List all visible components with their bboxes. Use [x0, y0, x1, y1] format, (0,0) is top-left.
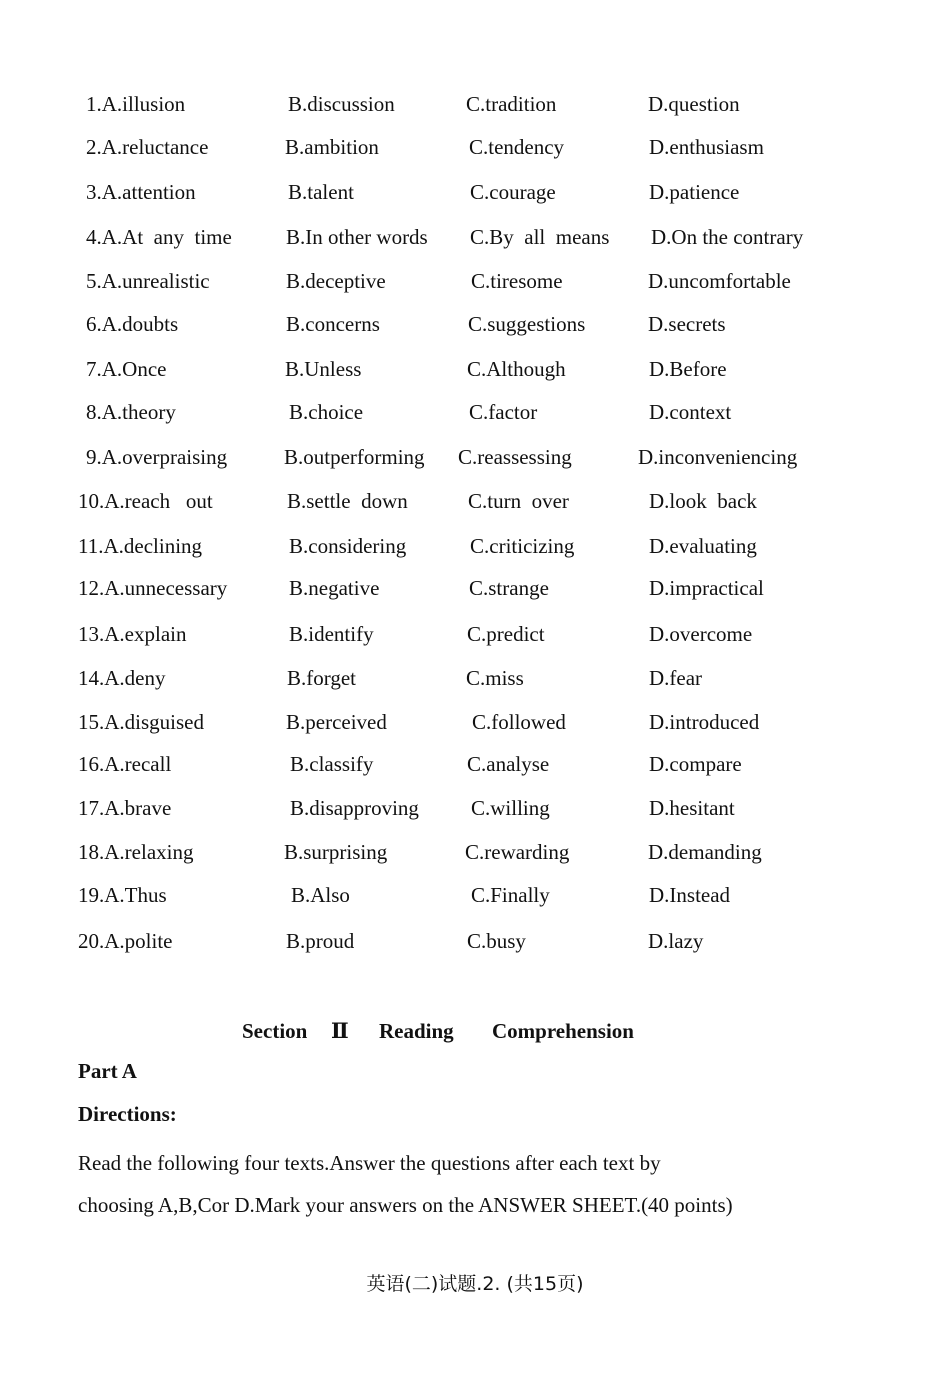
- option-d: D.context: [649, 400, 732, 424]
- option-c: C.tiresome: [471, 269, 563, 293]
- option-d: D.inconveniencing: [638, 445, 798, 469]
- option-a: 9.A.overpraising: [86, 445, 228, 469]
- option-a: 12.A.unnecessary: [78, 576, 228, 600]
- option-a: 5.A.unrealistic: [86, 269, 210, 293]
- option-a: 4.A.At any time: [86, 225, 232, 249]
- option-a: 3.A.attention: [86, 180, 196, 204]
- option-d: D.overcome: [649, 622, 753, 646]
- option-d: D.Before: [649, 357, 727, 381]
- option-c: C.willing: [471, 796, 550, 820]
- option-d: D.uncomfortable: [648, 269, 791, 293]
- option-c: C.followed: [472, 710, 566, 734]
- section-reading-word: Reading: [379, 1019, 454, 1043]
- question-row: [0, 486, 950, 516]
- option-b: B.Unless: [285, 357, 362, 381]
- question-row: [0, 663, 950, 693]
- option-b: B.surprising: [284, 840, 388, 864]
- option-a: 18.A.relaxing: [78, 840, 194, 864]
- option-b: B.identify: [289, 622, 374, 646]
- question-row: [0, 266, 950, 296]
- question-row: [0, 619, 950, 649]
- option-a: 17.A.brave: [78, 796, 172, 820]
- option-a: 6.A.doubts: [86, 312, 179, 336]
- option-b: B.disapproving: [290, 796, 419, 820]
- question-row: [0, 837, 950, 867]
- option-b: B.In other words: [286, 225, 428, 249]
- option-c: C.rewarding: [465, 840, 570, 864]
- option-a: 1.A.illusion: [86, 92, 186, 116]
- option-d: D.secrets: [648, 312, 726, 336]
- question-row: [0, 89, 950, 119]
- question-row: [0, 793, 950, 823]
- option-a: 14.A.deny: [78, 666, 166, 690]
- option-b: B.discussion: [288, 92, 395, 116]
- option-a: 10.A.reach out: [78, 489, 213, 513]
- question-row: [0, 707, 950, 737]
- question-row: [0, 132, 950, 162]
- question-row: [0, 531, 950, 561]
- option-c: C.factor: [469, 400, 538, 424]
- option-d: D.impractical: [649, 576, 764, 600]
- option-b: B.negative: [289, 576, 380, 600]
- option-b: B.deceptive: [286, 269, 386, 293]
- option-b: B.outperforming: [284, 445, 425, 469]
- directions-line-2: choosing A,B,Cor D.Mark your answers on the ANSWER SHEET.(40 points): [78, 1193, 733, 1217]
- option-b: B.ambition: [285, 135, 379, 159]
- question-row: [0, 397, 950, 427]
- question-row: [0, 880, 950, 910]
- part-a-heading: Part A: [78, 1059, 137, 1083]
- option-b: B.settle down: [287, 489, 408, 513]
- option-a: 19.A.Thus: [78, 883, 167, 907]
- option-c: C.courage: [470, 180, 556, 204]
- option-c: C.suggestions: [468, 312, 586, 336]
- section-numeral: Ⅱ: [331, 1019, 349, 1043]
- question-row: [0, 749, 950, 779]
- option-c: C.criticizing: [470, 534, 575, 558]
- option-c: C.predict: [467, 622, 545, 646]
- option-d: D.compare: [649, 752, 742, 776]
- option-b: B.considering: [289, 534, 407, 558]
- option-d: D.Instead: [649, 883, 731, 907]
- question-row: [0, 926, 950, 956]
- option-d: D.look back: [649, 489, 757, 513]
- option-b: B.choice: [289, 400, 364, 424]
- question-row: [0, 573, 950, 603]
- option-a: 2.A.reluctance: [86, 135, 209, 159]
- option-d: D.On the contrary: [651, 225, 804, 249]
- option-b: B.proud: [286, 929, 355, 953]
- option-c: C.tendency: [469, 135, 565, 159]
- option-d: D.question: [648, 92, 740, 116]
- question-row: [0, 177, 950, 207]
- option-c: C.Finally: [471, 883, 550, 907]
- option-a: 8.A.theory: [86, 400, 176, 424]
- option-d: D.patience: [649, 180, 740, 204]
- option-a: 13.A.explain: [78, 622, 187, 646]
- page-footer: 英语(二)试题.2. (共15页): [366, 1273, 584, 1295]
- option-b: B.forget: [287, 666, 357, 690]
- option-c: C.analyse: [467, 752, 550, 776]
- option-a: 20.A.polite: [78, 929, 173, 953]
- option-c: C.turn over: [468, 489, 569, 513]
- question-row: [0, 354, 950, 384]
- option-d: D.introduced: [649, 710, 760, 734]
- question-row: [0, 442, 950, 472]
- directions-line-1: Read the following four texts.Answer the questions after each text by: [78, 1151, 661, 1175]
- option-c: C.miss: [466, 666, 524, 690]
- option-d: D.enthusiasm: [649, 135, 764, 159]
- option-c: C.Although: [467, 357, 566, 381]
- option-a: 7.A.Once: [86, 357, 167, 381]
- directions-heading: Directions:: [78, 1102, 177, 1126]
- option-b: B.Also: [291, 883, 350, 907]
- option-d: D.evaluating: [649, 534, 757, 558]
- option-d: D.fear: [649, 666, 703, 690]
- option-d: D.lazy: [648, 929, 704, 953]
- section-word: Section: [242, 1019, 308, 1043]
- option-d: D.hesitant: [649, 796, 735, 820]
- option-c: C.By all means: [470, 225, 610, 249]
- option-a: 16.A.recall: [78, 752, 172, 776]
- option-b: B.classify: [290, 752, 374, 776]
- option-a: 11.A.declining: [78, 534, 203, 558]
- option-b: B.talent: [288, 180, 354, 204]
- option-c: C.busy: [467, 929, 526, 953]
- option-d: D.demanding: [648, 840, 762, 864]
- section-comprehension-word: Comprehension: [492, 1019, 634, 1043]
- option-b: B.concerns: [286, 312, 380, 336]
- option-c: C.reassessing: [458, 445, 572, 469]
- option-c: C.tradition: [466, 92, 557, 116]
- question-row: [0, 222, 950, 252]
- option-b: B.perceived: [286, 710, 387, 734]
- option-c: C.strange: [469, 576, 549, 600]
- question-row: [0, 309, 950, 339]
- option-a: 15.A.disguised: [78, 710, 204, 734]
